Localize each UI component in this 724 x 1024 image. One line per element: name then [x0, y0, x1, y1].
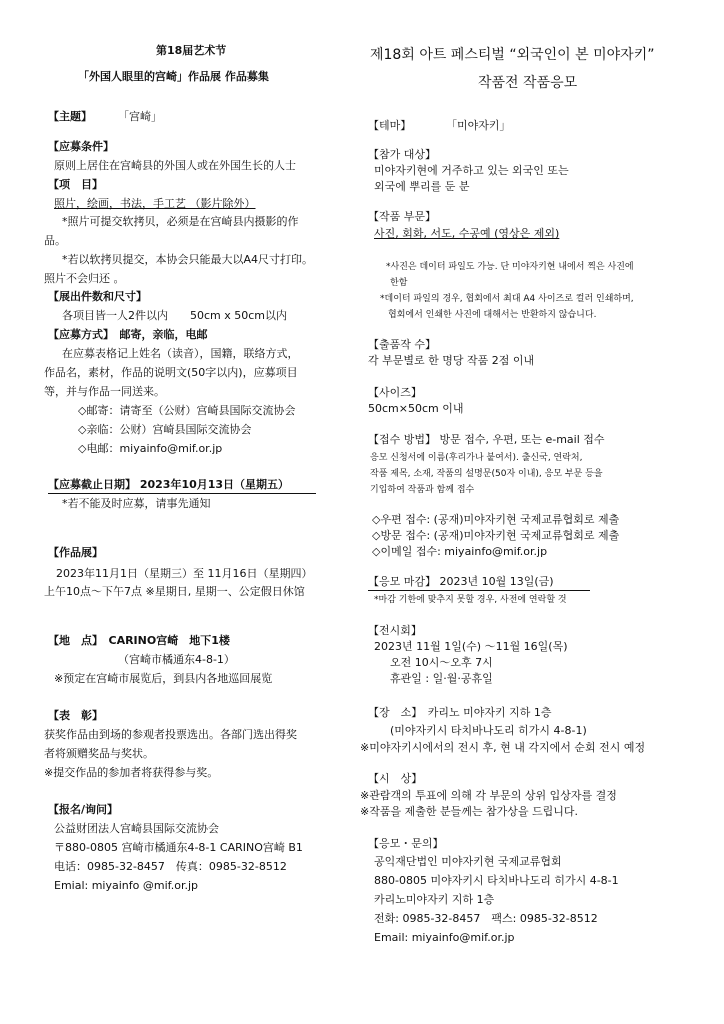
kr-count-value: 각 부문별로 한 명당 작품 2점 이내 — [368, 354, 535, 367]
kr-eligibility-line2: 외국에 뿌리를 둔 분 — [374, 180, 470, 193]
cn-contact-org: 公益财团法人宫崎县国际交流协会 — [54, 822, 219, 835]
kr-contact-email: Email: miyainfo@mif.or.jp — [374, 931, 515, 944]
cn-method-email: ◇电邮：miyainfo@mif.or.jp — [78, 442, 223, 455]
cn-theme-heading: 【主题】 — [48, 110, 92, 123]
cn-place-address: （宫崎市橘通东4-8-1） — [118, 653, 235, 666]
kr-place-note: ※미야자키시에서의 전시 후, 현 내 각지에서 순회 전시 예정 — [360, 741, 646, 754]
cn-deadline-heading: 【应募截止日期】 2023年10月13日（星期五） — [48, 478, 290, 491]
kr-title-line2: 작품전 작품응모 — [478, 75, 578, 91]
kr-category-note2b: 협회에서 인쇄한 사진에 대해서는 반환하지 않습니다. — [388, 310, 597, 320]
kr-method-line3: 기입하여 작품과 함께 접수 — [370, 485, 475, 495]
kr-category-note1a: *사진은 데이터 파일도 가능. 단 미야자키현 내에서 찍은 사진에 — [386, 262, 634, 272]
kr-deadline-note: *마감 기한에 맞추지 못할 경우, 사전에 연락할 것 — [374, 595, 567, 605]
cn-deadline-underline — [48, 493, 316, 494]
kr-award-line1: ※관람객의 투표에 의해 각 부문의 상위 입상자를 결정 — [360, 789, 617, 802]
kr-method-email: ◇이메일 접수: miyainfo@mif.or.jp — [372, 545, 548, 558]
kr-method-visit: ◇방문 접수: (공재)미야자키현 국제교류협회로 제출 — [372, 529, 620, 542]
cn-conditions-value: 原则上居住在宫崎县的外国人或在外国生长的人士 — [54, 159, 296, 172]
kr-theme-value: 「미야자키」 — [446, 119, 511, 132]
kr-contact-heading: 【응모・문의】 — [368, 837, 444, 850]
kr-method-heading: 【접수 방법】 방문 접수, 우편, 또는 e-mail 접수 — [368, 433, 605, 446]
cn-items-value: 照片，绘画，书法，手工艺 （影片除外） — [54, 197, 256, 210]
cn-method-line1: 在应募表格记上姓名（读音），国籍，联络方式， — [62, 347, 299, 360]
kr-eligibility-heading: 【참가 대상】 — [368, 148, 437, 161]
cn-contact-heading: 【报名/询问】 — [48, 803, 119, 816]
cn-items-note2a: *若以软拷贝提交，本协会只能最大以A4尺寸打印。 — [62, 253, 314, 266]
cn-contact-phone: 电话：0985-32-8457 传真：0985-32-8512 — [54, 860, 287, 873]
cn-contact-address: 〒880-0805 宫崎市橘通东4-8-1 CARINO宫崎 B1 — [54, 841, 303, 854]
cn-size-value: 各项目皆一人2件以内 50cm x 50cm以内 — [62, 309, 288, 322]
cn-items-note1b: 品。 — [44, 234, 66, 247]
kr-category-note1b: 한함 — [390, 278, 408, 288]
cn-award-line1: 获奖作品由到场的参观者投票选出。各部门选出得奖 — [44, 728, 297, 741]
kr-award-line2: ※작품을 제출한 분들께는 참가상을 드립니다. — [360, 805, 578, 818]
kr-title-line1: 제18회 아트 페스티벌 “외국인이 본 미야자키” — [370, 47, 655, 63]
kr-deadline-underline — [368, 590, 590, 591]
kr-method-line1: 응모 신청서에 이름(후리가나 붙여서). 출신국, 연락처, — [370, 453, 583, 463]
cn-title-line2: 「外国人眼里的宫崎」作品展 作品募集 — [78, 70, 269, 83]
cn-items-heading: 【项 目】 — [48, 178, 103, 191]
kr-method-line2: 작품 제목, 소재, 작품의 설명문(50자 이내), 응모 부문 등을 — [370, 469, 603, 479]
kr-contact-org: 공익재단법인 미야자키현 국제교류협회 — [374, 855, 562, 868]
kr-count-heading: 【출품작 수】 — [368, 338, 437, 351]
kr-size-value: 50cm×50cm 이내 — [368, 402, 464, 415]
kr-contact-address: 880-0805 미야자키시 타치바나도리 히가시 4-8-1 — [374, 874, 619, 887]
cn-contact-email: Emial: miyainfo @mif.or.jp — [54, 879, 198, 892]
cn-exhibit-dates: 2023年11月1日（星期三）至 11月16日（星期四） — [56, 567, 313, 580]
kr-place-heading: 【장 소】 카리노 미야자키 지하 1층 — [368, 706, 552, 719]
kr-exhibit-closed: 휴관일 : 일·월·공휴일 — [390, 672, 493, 685]
cn-method-line3: 等，并与作品一同送来。 — [44, 385, 165, 398]
kr-exhibit-heading: 【전시회】 — [368, 624, 422, 637]
cn-award-heading: 【表 彰】 — [48, 709, 103, 722]
cn-items-note1a: *照片可提交软拷贝，必须是在宫崎县内摄影的作 — [62, 215, 299, 228]
kr-category-heading: 【작품 부문】 — [368, 210, 437, 223]
cn-exhibit-hours: 上午10点〜下午7点 ※星期日, 星期一、公定假日休馆 — [44, 585, 305, 598]
cn-conditions-heading: 【应募条件】 — [48, 140, 114, 153]
cn-award-line3: ※提交作品的参加者将获得参与奖。 — [44, 766, 219, 779]
kr-eligibility-line1: 미야자키현에 거주하고 있는 외국인 또는 — [374, 164, 569, 177]
kr-exhibit-dates: 2023년 11월 1일(수) 〜11월 16일(목) — [374, 640, 568, 653]
cn-award-line2: 者将颁赠奖品与奖状。 — [44, 747, 154, 760]
cn-theme-value: 「宫崎」 — [118, 110, 162, 123]
cn-method-line2: 作品名，素材，作品的说明文(50字以内)，应募项目 — [44, 366, 298, 379]
kr-theme-heading: 【테마】 — [368, 119, 412, 132]
kr-category-note2a: *데이터 파일의 경우, 협회에서 최대 A4 사이즈로 컬러 인쇄하며, — [380, 294, 634, 304]
cn-items-note2b: 照片不会归还 。 — [44, 272, 125, 285]
kr-award-heading: 【시 상】 — [368, 772, 423, 785]
cn-size-heading: 【展出件数和尺寸】 — [48, 290, 147, 303]
cn-method-heading: 【应募方式】 邮寄，亲临，电邮 — [48, 328, 208, 341]
kr-category-value: 사진, 회화, 서도, 수공예 (영상은 제외) — [374, 227, 560, 240]
cn-place-note: ※预定在宫崎市展览后，到县内各地巡回展览 — [54, 672, 273, 685]
kr-exhibit-hours: 오전 10시〜오후 7시 — [390, 656, 493, 669]
kr-contact-phone: 전화: 0985-32-8457 팩스: 0985-32-8512 — [374, 912, 598, 925]
cn-method-visit: ◇亲临：公财）宫崎县国际交流协会 — [78, 423, 252, 436]
kr-size-heading: 【사이즈】 — [368, 386, 422, 399]
kr-deadline-heading: 【응모 마감】 2023년 10월 13일(금) — [368, 575, 554, 588]
cn-method-mail: ◇邮寄：请寄至（公财）宫崎县国际交流协会 — [78, 404, 296, 417]
cn-title-line1: 第18届艺术节 — [156, 44, 227, 57]
kr-contact-building: 카리노미야자키 지하 1층 — [374, 893, 495, 906]
kr-place-address: (미야자키시 타치바나도리 히가시 4-8-1) — [390, 724, 587, 737]
cn-exhibit-heading: 【作品展】 — [48, 546, 103, 559]
cn-place-heading: 【地 点】 CARINO宫崎 地下1楼 — [48, 634, 230, 647]
cn-deadline-note: *若不能及时应募，请事先通知 — [62, 497, 211, 510]
kr-method-mail: ◇우편 접수: (공재)미야자키현 국제교류협회로 제출 — [372, 513, 620, 526]
